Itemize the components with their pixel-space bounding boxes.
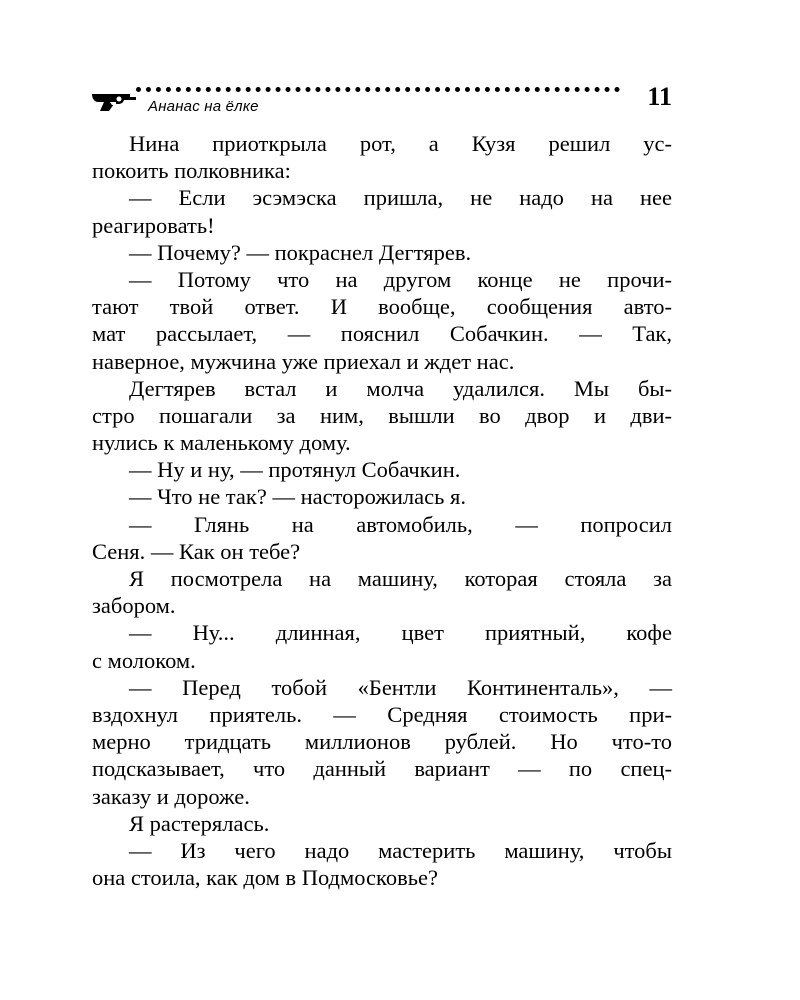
text-line: — Почему? — покраснел Дегтярев. bbox=[129, 239, 472, 265]
text-line: — Ну и ну, — протянул Собачкин. bbox=[129, 457, 461, 483]
text-line: стро пошагали за ним, вышли во двор и дви- bbox=[92, 402, 672, 428]
text-line: Я посмотрела на машину, которая стояла за bbox=[129, 566, 672, 591]
text-line: забором. bbox=[92, 593, 176, 619]
text-line: мерно тридцать миллионов рублей. Но что-то bbox=[92, 729, 672, 755]
text-line: — Из чего надо мастерить машину, чтобы bbox=[129, 837, 672, 863]
text-line: — Ну... длинная, цвет приятный, кофе bbox=[129, 620, 672, 646]
text-line: реагировать! bbox=[92, 212, 215, 238]
header-dotted-rule bbox=[136, 87, 620, 92]
text-line: — Глянь на автомобиль, — попросил bbox=[129, 511, 672, 537]
text-line: она стоила, как дом в Подмосковье? bbox=[92, 865, 438, 891]
text-line: Нина приоткрыла рот, а Кузя решил ус- bbox=[129, 131, 672, 156]
text-line: Сеня. — Как он тебе? bbox=[92, 538, 301, 564]
text-line: мат рассылает, — пояснил Собачкин. — Так, bbox=[92, 321, 672, 347]
text-line: подсказывает, что данный вариант — по спец- bbox=[92, 756, 672, 782]
text-line: тают твой ответ. И вообще, сообщения авто- bbox=[92, 294, 672, 320]
body-text bbox=[92, 130, 672, 891]
text-line: — Что не так? — насторожилась я. bbox=[129, 484, 466, 510]
text-line: — Перед тобой «Бентли Континенталь», — bbox=[129, 674, 672, 700]
text-line: Я растерялась. bbox=[129, 810, 270, 836]
page-header bbox=[90, 82, 672, 122]
text-line: покоить полковника: bbox=[92, 158, 291, 184]
running-title: Ананас на ёлке bbox=[148, 98, 259, 115]
text-line: вздохнул приятель. — Средняя стоимость при- bbox=[92, 701, 672, 727]
text-line: — Если эсэмэска пришла, не надо на нее bbox=[129, 185, 672, 211]
text-line: с молоком. bbox=[92, 647, 196, 673]
text-line: Дегтярев встал и молча удалился. Мы бы- bbox=[129, 375, 672, 401]
text-line: нулись к маленькому дому. bbox=[92, 430, 351, 456]
text-line: — Потому что на другом конце не прочи- bbox=[129, 266, 672, 292]
text-line: наверное, мужчина уже приехал и ждет нас. bbox=[92, 348, 515, 374]
text-line: заказу и дороже. bbox=[92, 783, 250, 809]
revolver-icon bbox=[90, 88, 138, 112]
page-number: 11 bbox=[647, 82, 672, 111]
